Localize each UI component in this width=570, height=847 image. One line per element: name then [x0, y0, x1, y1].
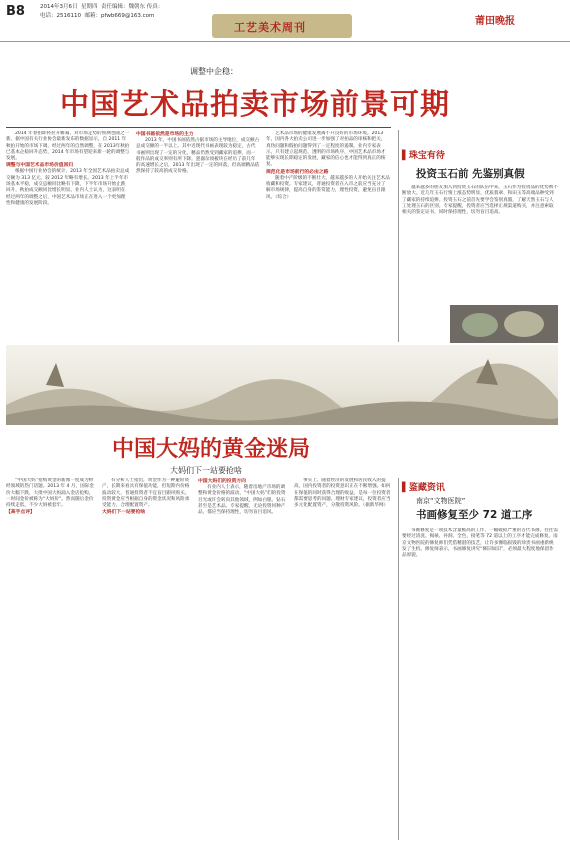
second-col1-text: “中国大妈”抢购黄金的新闻一度成为财经领域的热门话题。2013 年 4 月，国际金价大幅下跌，大批中国大妈涌入金店抢购，一时间金价被称为“大妈价”。然而随后金价持续走低，不少大妈被套牢。	[6, 478, 94, 509]
second-headline: 中国大妈的黄金迷局	[112, 436, 311, 462]
jade-photo-graphic	[450, 305, 558, 343]
column-divider	[398, 130, 399, 342]
lead-kicker: 调整中企稳：	[190, 67, 238, 76]
second-column-3	[198, 478, 288, 840]
lead-col2-subhead: 中国书画依然是市场的主力	[136, 132, 194, 137]
second-col3-subhead: 中国大妈们的投资方向	[198, 479, 246, 484]
section-banner	[212, 14, 352, 38]
lead-col3-text: 艺术品市场的健康发展离不开良好的市场环境。2013 年，国内各大拍卖公司进一步加强了对拍品的审核和把关，真伪问题和假拍问题得到了一定程度的遏制。业内专家表示，只有建立起规范、透明的市场秩序，中国艺术品市场才能够实现长期稳定的发展，藏家的信心也才能得到真正的恢复。	[266, 131, 386, 168]
section-banner-title: 工艺美术周刊	[234, 21, 306, 34]
headline-rule	[6, 127, 391, 128]
second-col4-text: 事实上，随着经济的发展和居民收入的提高，国内投资者的投资意识正在不断增强。如何在保值的同时获得合理的收益，是每一位投资者都需要思考的问题。理财专家建议，投资者应当多元化配置资产，分散投资风险。（据新华网）	[294, 478, 391, 509]
lead-col3-subhead: 规范化是市场前行的必由之路	[266, 169, 329, 175]
sidebar-body	[402, 185, 558, 301]
header-fax: 传真：	[146, 4, 164, 10]
lead-headline: 中国艺术品拍卖市场前景可期	[60, 87, 451, 121]
lead-col3b-text: 随着中产阶级的不断壮大，越来越多的人开始关注艺术品收藏和投资。专家建议，普通投资者在入市之前应当充分了解市场规律，提高自身的鉴赏能力，理性投资，避免盲目跟风。（综合）	[266, 175, 390, 200]
lead-col1-text: 2014 年春拍即将拉开帷幕，对市场走势的预测也随之一新。据中国有关行业协会最新发布的数据显示，自 2011 年秋拍开始的市场下调，经过两年的自然调整，在 2013年秋拍已基本企稳回升态势，2014 年市场有望迎来新一轮的调整与发展。	[6, 131, 130, 162]
second-column-2	[102, 478, 192, 840]
lead-column-1	[6, 131, 130, 341]
header-editor: 责任编辑：魏朝东	[101, 4, 146, 10]
page-header	[0, 0, 570, 42]
second-col2-text: 有分析人士指出，黄金作为一种避险资产，长期来看具有保值功能，但短期内价格波动较大，普通投资者不宜盲目跟风购买。投资黄金应当根据自身的资金状况和风险承受能力，合理配置资产。	[102, 478, 190, 509]
sidebar2-body-text: 书画修复是一项技术含量极高的工作，一幅破损严重的古代书画，往往需要经过清洗、揭裱、补洞、全色、接笔等 72 道以上的工序才能完成修复。南京文物医院的修复师们凭借精湛的技艺，让许多濒临损毁的珍贵书画重新焕发了生机。修复师表示，书画修复讲究“修旧如旧”，必须最大程度地保留作品原貌。	[402, 528, 558, 559]
sidebar2-body	[402, 528, 558, 838]
second-column-1	[6, 478, 96, 840]
second-subtitle: 大妈们下一站要抢啥	[170, 466, 242, 475]
jade-photo	[450, 305, 558, 343]
sidebar2-heading: ▌鉴藏资讯	[402, 483, 445, 493]
page-number: B8	[6, 4, 25, 19]
second-col3-text: 有业内人士表示，随着房地产市场的调整和黄金价格的波动，“中国大妈”们的投资目光或许会转向其他领域，例如白银、钻石甚至是艺术品。专家提醒，无论投资何种产品，都应当保持理性，切勿盲目追风。	[198, 485, 286, 516]
newspaper-logo: 莆田晚报	[475, 16, 515, 27]
sidebar-title: 投资玉石前 先鉴别真假	[416, 168, 525, 180]
header-email: 邮箱：pfwb669@163.com	[84, 13, 155, 19]
lead-col2-text: 2013 年，中国书画依然占据市场的主导地位，成交额占总成交额的一半以上。其中近现代书画表现较为稳定，古代书画则出现了一定的分化，精品仍然受到藏家的追捧，而一般作品的成交率则有所下降。瓷器杂项板块在经历了前几年的高速增长之后，2013 年出现了一定的回落，但高端精品依然保持了较高的成交价格。	[136, 138, 260, 175]
second-col2-subhead: 大妈们下一站要抢啥	[102, 510, 146, 516]
sidebar-heading: ▌珠宝有待	[402, 151, 445, 161]
header-weekday: 星期四	[81, 4, 98, 10]
second-col1-subhead: 【高手点评】	[6, 510, 35, 516]
second-column-4	[294, 478, 394, 840]
header-meta	[40, 3, 163, 21]
sidebar-body-text: 越来越多的朋友加入到投资玉石的队伍中来，玉石作为投资品的优势被不断放大。近几年玉石行情上涨态势明显，优质翡翠、和田玉等高端品种受到了藏家的持续追捧。投资玉石之前首先要学会鉴别真假，了解天然玉石与人工处理玉石的区别。专家提醒，投资者应当选择正规渠道购买，并注意索取相关的鉴定证书，同时保持理性，切勿盲目追高。	[402, 185, 558, 216]
lead-col1b-text: 根据中国行业协会的统计，2013 年全国艺术品拍卖总成交额为 313 亿元，较 2012 年略有增长。2013 年上半年市场基本平稳，成交总额同比略有下降，下半年市场开始止跌回升，秋拍成交额同比增长明显。业内人士认为，这表明在经过两年的调整之后，中国艺术品市场正在进入一个更加理性和健康的发展阶段。	[6, 169, 130, 206]
sidebar2-kicker: 南京“文物医院”	[416, 497, 466, 505]
landscape-painting	[6, 345, 558, 425]
sidebar2-title: 书画修复至少 72 道工序	[416, 509, 533, 521]
lead-col1-subhead: 调整与中国艺术品市场价值回归	[6, 163, 74, 169]
lead-column-2	[136, 131, 260, 341]
column-divider-lower	[398, 478, 399, 840]
header-phone: 电话：2516110	[40, 13, 81, 19]
lead-column-3	[266, 131, 390, 341]
landscape-graphic	[6, 345, 558, 425]
header-date: 2014年3月6日	[40, 4, 78, 10]
